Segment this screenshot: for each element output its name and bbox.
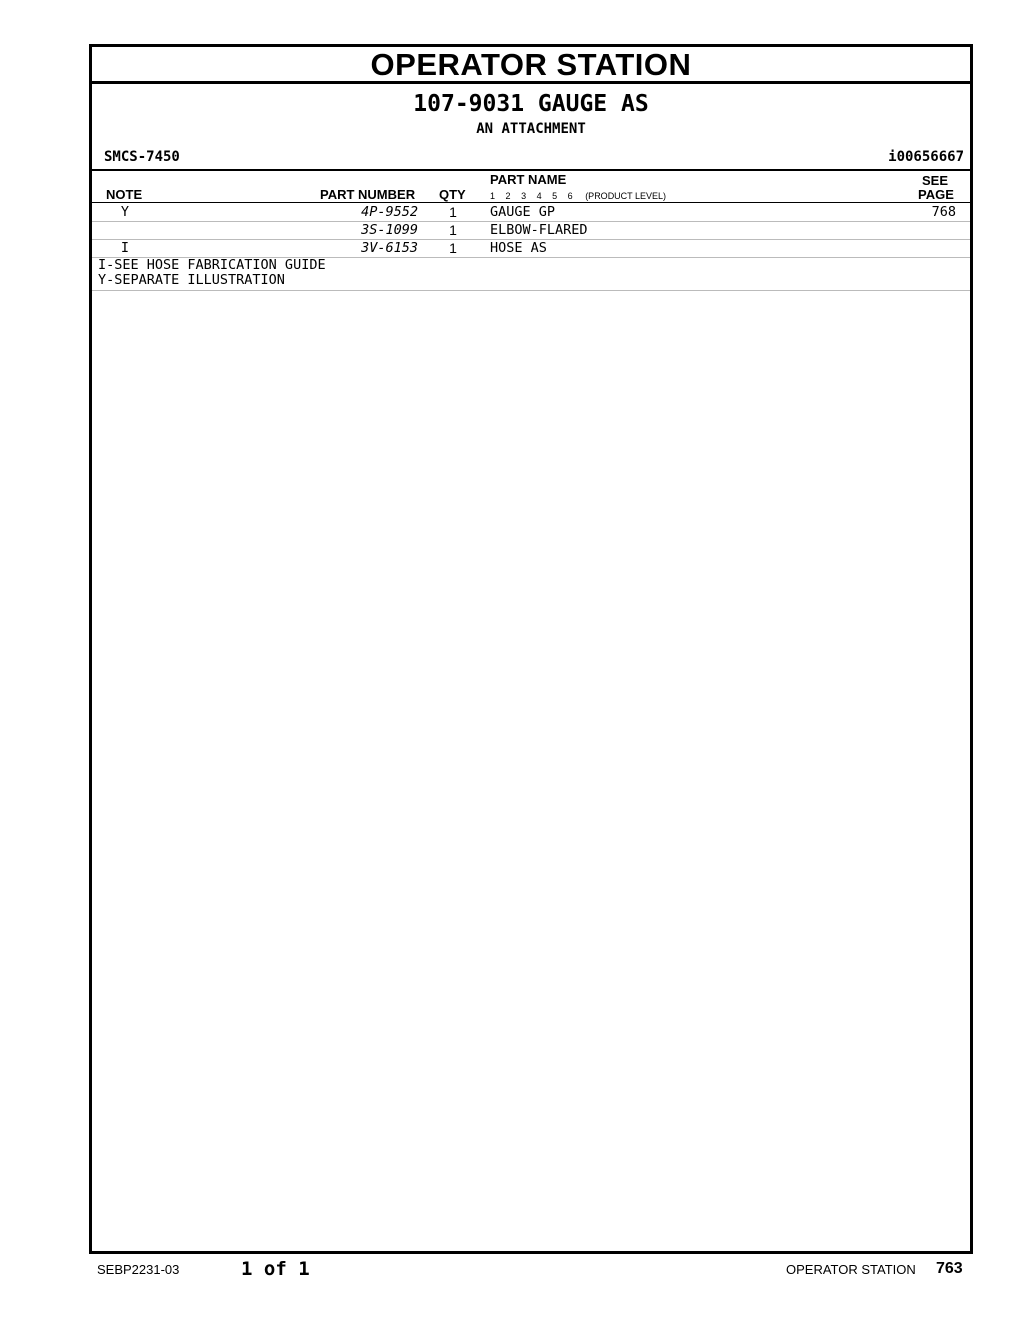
product-level-scale (490, 191, 666, 201)
note-line: I-SEE HOSE FABRICATION GUIDE (98, 257, 326, 273)
footer-doc-id: SEBP2231-03 (97, 1262, 180, 1277)
row-part-name: GAUGE GP (490, 204, 556, 220)
row-part-number: 3V-6153 (361, 240, 418, 256)
product-level-2: 2 (505, 191, 511, 201)
footer-section: OPERATOR STATION (786, 1262, 916, 1277)
product-level-5: 5 (552, 191, 558, 201)
table-row (92, 221, 970, 240)
row-qty: 1 (449, 240, 457, 256)
row-note: I (120, 240, 130, 256)
note-line: Y-SEPARATE ILLUSTRATION (98, 272, 285, 288)
header-rule (92, 169, 970, 171)
illustration-id: i00656667 (888, 149, 964, 165)
header-page: PAGE (918, 187, 954, 202)
footer-page-of: 1 of 1 (241, 1258, 310, 1280)
row-part-number: 4P-9552 (361, 204, 418, 220)
header-qty: QTY (439, 187, 466, 202)
footer-page-number: 763 (936, 1260, 963, 1277)
row-see-page: 768 (931, 204, 956, 220)
parts-page-frame (89, 44, 973, 1254)
row-qty: 1 (449, 222, 457, 238)
table-row (92, 239, 970, 258)
product-level-6: 6 (567, 191, 573, 201)
section-title: OPERATOR STATION (92, 47, 970, 84)
notes-rule (92, 290, 970, 291)
notes-block (98, 258, 326, 288)
row-qty: 1 (449, 204, 457, 220)
header-part-number: PART NUMBER (320, 187, 416, 202)
header-see: SEE (922, 173, 949, 188)
product-level-1: 1 (490, 191, 496, 201)
row-part-name: HOSE AS (490, 240, 547, 256)
row-part-name: ELBOW-FLARED (490, 222, 588, 238)
product-level-3: 3 (521, 191, 527, 201)
smcs-code: SMCS-7450 (104, 149, 180, 165)
table-row (92, 203, 970, 222)
row-note: Y (120, 204, 130, 220)
assembly-title: 107-9031 GAUGE AS (413, 91, 649, 117)
product-level-label: (PRODUCT LEVEL) (585, 191, 667, 201)
product-level-4: 4 (536, 191, 542, 201)
row-part-number: 3S-1099 (361, 222, 418, 238)
header-note: NOTE (106, 187, 143, 202)
header-part-name: PART NAME (490, 172, 567, 187)
assembly-subtitle: AN ATTACHMENT (476, 121, 586, 137)
